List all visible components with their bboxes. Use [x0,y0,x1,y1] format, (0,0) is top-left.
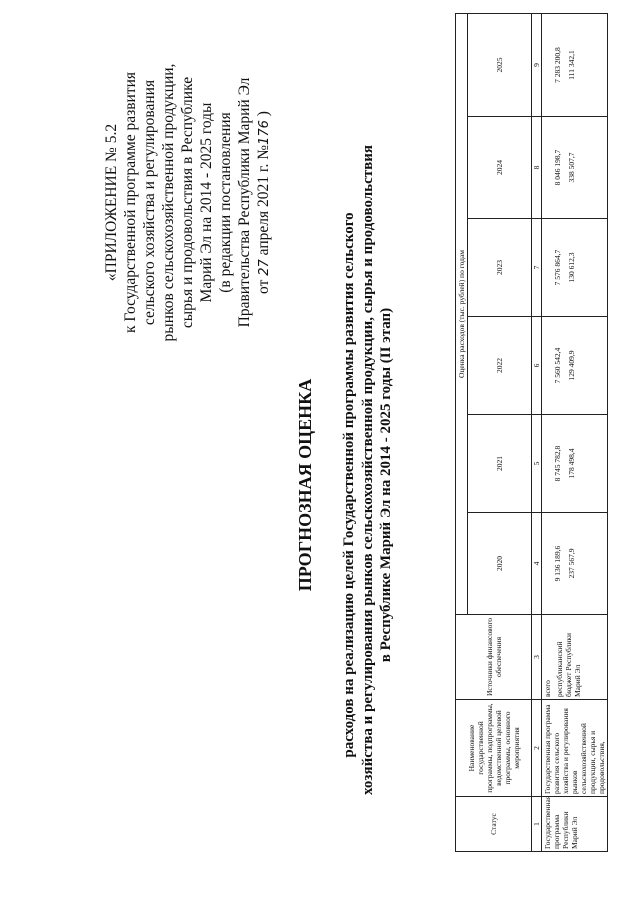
row-sources [542,615,608,700]
date-day: 27 [257,259,272,276]
header-year: 2023 [468,219,532,317]
value-budget: 129 409,9 [567,350,576,381]
header-source: Источники финансового обеспечения [456,615,532,700]
cell-2020 [542,513,608,615]
forecast-table [455,13,608,852]
appendix-line: сельского хозяйства и регулирования [141,79,158,326]
column-number: 2 [532,700,542,797]
column-number: 3 [532,615,542,700]
title-main: ПРОГНОЗНАЯ ОЦЕНКА [295,378,315,592]
row-status: Государственная программа Республики Марий Эл [542,797,608,852]
title-line: в Республике Марий Эл на 2014 - 2025 годы (II этап) [378,307,394,663]
column-number-row [532,14,542,852]
document-title [295,145,396,795]
appendix-date-line [254,25,274,380]
header-status: Статус [456,797,532,852]
column-number: 6 [532,317,542,415]
value-budget: 130 612,3 [567,252,576,283]
cell-2023 [542,219,608,317]
title-line: расходов на реализацию целей Государственной программы развития сельского [341,212,357,758]
value-total: 8 046 198,7 [553,149,562,186]
cell-2021 [542,415,608,513]
value-total: 9 136 189,6 [553,545,562,582]
header-estimate-group: Оценка расходов (тыс. рублей) по годам [456,14,468,615]
appendix-line: (в редакции постановления [217,112,234,293]
date-suffix: ) [255,111,272,117]
appendix-header [102,25,274,380]
date-prefix: от [255,279,272,294]
appendix-line: «ПРИЛОЖЕНИЕ № 5.2 [103,123,120,282]
value-total: 8 745 782,8 [553,445,562,482]
header-year: 2020 [468,513,532,615]
header-year: 2022 [468,317,532,415]
column-number: 8 [532,117,542,219]
column-number: 9 [532,14,542,117]
value-budget: 178 498,4 [567,448,576,479]
column-number: 1 [532,797,542,852]
table-row [542,14,608,852]
date-rest: апреля 2021 г. № [255,144,272,256]
value-total: 7 560 542,4 [553,347,562,384]
header-year: 2021 [468,415,532,513]
appendix-line: к Государственной программе развития [122,71,139,334]
date-number: 176 [257,120,272,145]
cell-2022 [542,317,608,415]
source-republic-budget: республиканский бюджет Республики Марий Эл [555,632,582,697]
cell-2025 [542,14,608,117]
title-line: хозяйства и регулирования рынков сельскохозяйственной продукции, сырья и продовольствия [359,145,376,795]
value-total: 7 283 200,8 [553,47,562,83]
appendix-line: Правительства Республики Марий Эл [236,77,253,328]
cell-2024 [542,117,608,219]
header-year: 2025 [468,14,532,117]
value-budget: 338 507,7 [567,152,576,183]
column-number: 5 [532,415,542,513]
column-number: 7 [532,219,542,317]
column-number: 4 [532,513,542,615]
row-name: Государственная программа развития сельского хозяйства и регулирования рынков сельскохозяйственной продукции, сырья и продовольствия, [542,700,608,797]
value-total: 7 576 864,7 [553,249,562,286]
appendix-line: сырья и продовольствия в Республике [179,76,196,329]
source-total: всего [543,680,552,697]
appendix-line: рынков сельскохозяйственной продукции, [160,63,177,342]
value-budget: 237 567,9 [567,548,576,579]
header-name: Наименование государственной программы, подпрограммы, ведомственной целевой программы, основного мероприятия [456,700,532,797]
appendix-line: Марий Эл на 2014 - 2025 годы [198,102,215,303]
value-budget: 111 342,1 [567,50,576,80]
header-year: 2024 [468,117,532,219]
